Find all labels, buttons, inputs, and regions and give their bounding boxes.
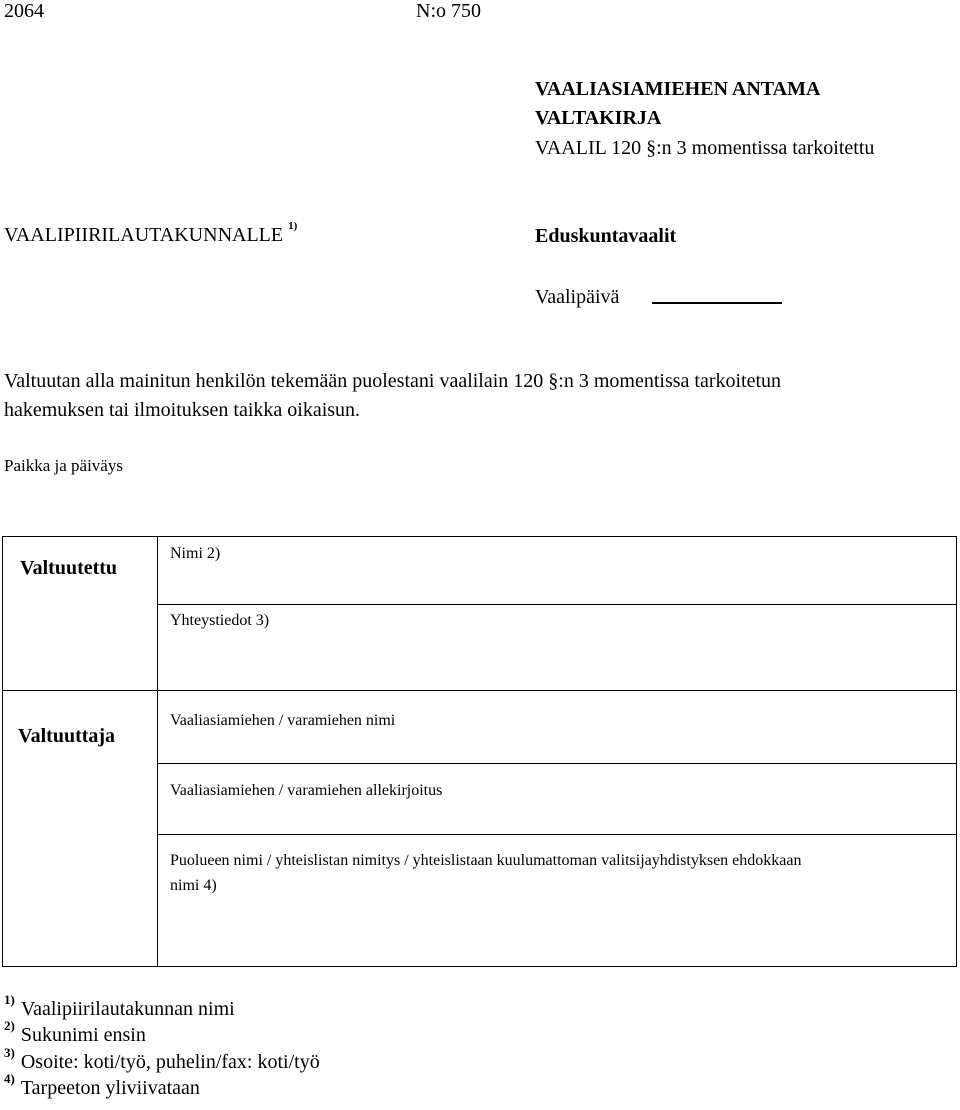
authorized-heading: Valtuutettu (20, 557, 118, 579)
place-date-label: Paikka ja päiväys (4, 456, 123, 475)
contact-field[interactable]: Yhteystiedot 3) (170, 612, 270, 629)
form-title-line1: VAALIASIAMIEHEN ANTAMA (535, 78, 821, 100)
election-date-field[interactable] (652, 302, 782, 304)
footnote-3 (4, 1045, 320, 1074)
table-bottom-border (2, 966, 957, 967)
table-top-border (2, 536, 957, 537)
section-divider (2, 690, 957, 691)
footnote-ref: 3) (4, 1045, 15, 1060)
party-name-field[interactable]: Puolueen nimi / yhteislistan nimitys / yhteislistaan kuulumattoman valitsijayhdistyksen ehdokkaan (170, 852, 802, 869)
table-left-border (2, 536, 3, 967)
recipient-footnote-ref: 1) (288, 220, 298, 232)
statement-line1: Valtuutan alla mainitun henkilön tekemään puolestani vaalilain 120 §:n 3 momentissa tarkoitetun (4, 370, 782, 392)
agent-name-field[interactable]: Vaaliasiamiehen / varamiehen nimi (170, 712, 396, 729)
recipient-text: VAALIPIIRILAUTAKUNNALLE (4, 224, 284, 246)
row-divider-3 (157, 834, 957, 835)
authorizer-heading: Valtuuttaja (18, 725, 116, 747)
election-date-label: Vaalipäivä (535, 286, 620, 308)
footnote-ref: 4) (4, 1071, 15, 1086)
footnote-text: Vaalipiirilautakunnan nimi (20, 998, 235, 1020)
name-field[interactable]: Nimi 2) (170, 545, 221, 562)
footnote-2 (4, 1018, 146, 1047)
footnote-1 (4, 992, 235, 1021)
row-divider-1 (157, 604, 957, 605)
agent-signature-field[interactable]: Vaaliasiamiehen / varamiehen allekirjoitus (170, 782, 443, 799)
footnote-text: Tarpeeton yliviivataan (20, 1077, 200, 1099)
row-divider-2 (157, 763, 957, 764)
form-title-line3: VAALIL 120 §:n 3 momentissa tarkoitettu (535, 137, 875, 159)
footnote-text: Osoite: koti/työ, puhelin/fax: koti/työ (20, 1051, 320, 1073)
statement-line2: hakemuksen tai ilmoituksen taikka oikaisun. (4, 399, 361, 421)
form-title-line2: VALTAKIRJA (535, 107, 662, 129)
page-number: 2064 (4, 0, 44, 22)
table-right-border (956, 536, 957, 967)
recipient-label (4, 220, 298, 247)
footnote-4 (4, 1071, 200, 1100)
footnote-text: Sukunimi ensin (20, 1024, 146, 1046)
party-name-field-cont: nimi 4) (170, 877, 217, 894)
issue-number: N:o 750 (416, 0, 481, 22)
election-name: Eduskuntavaalit (535, 225, 677, 247)
footnote-ref: 1) (4, 992, 15, 1007)
table-column-divider (157, 536, 158, 967)
footnote-ref: 2) (4, 1018, 15, 1033)
